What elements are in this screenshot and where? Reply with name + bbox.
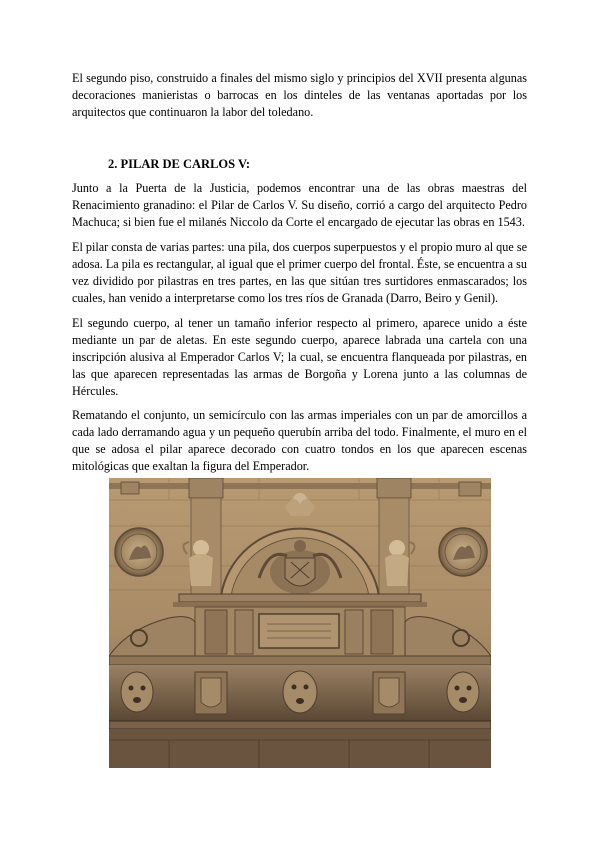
top-cornice	[109, 483, 491, 489]
paragraph-3: El segundo cuerpo, al tener un tamaño inferior respecto al primero, aparece unido a éste mediante un par de aletas. En este segundo cuerpo, aparece labrada una cartela con una inscripción alusiva al Emperador Carlos V; la cual, se encuentra flanqueada por pilastras, en las que aparecen representadas las armas de Borgoña y Lorena junto a las columnas de Hércules.	[72, 316, 527, 398]
basin	[109, 729, 491, 768]
paragraph-1: Junto a la Puerta de la Justicia, podemos encontrar una de las obras maestras del Renacimiento granadino: el Pilar de Carlos V. Su diseño, corrió a cargo del arquitecto Pedro Machuca; si bien fue el milanés Niccolo da Corte el encargado de ejecutar las obras en 1543.	[72, 181, 527, 229]
fountain-illustration	[109, 478, 491, 768]
mask-3	[447, 672, 479, 712]
section-heading: 2. PILAR DE CARLOS V:	[108, 157, 251, 171]
paragraph-4: Rematando el conjunto, un semicírculo con las armas imperiales con un par de amorcillos a cada lado derramando agua y un pequeño querubín arriba del todo. Finalmente, el muro en el que se adosa el pilar aparece decorado con cuatro tondos en los que aparecen escenas mitológicas que exaltan la figura del Emperador.	[72, 408, 527, 473]
paragraph-2: El pilar consta de varias partes: una pila, dos cuerpos superpuestos y el propio muro al que se adosa. La pila es rectangular, al igual que el primer cuerpo del frontal. Éste, se encuentra a su vez dividido por pilastras en tres partes, en las que sitúan tres surtidores enmascarados; los cuales, han venido a interpretarse como los tres ríos de Granada (Darro, Beiro y Genil).	[72, 240, 527, 305]
mask-1	[121, 672, 153, 712]
mask-2	[283, 671, 317, 713]
pilar-carlos-v-photo	[109, 478, 491, 768]
intro-paragraph: El segundo piso, construido a finales del mismo siglo y principios del XVII presenta algunas decoraciones manieristas o barrocas en los dinteles de las ventanas aportadas por los arquitectos que continuaron la labor del toledano.	[72, 71, 527, 119]
